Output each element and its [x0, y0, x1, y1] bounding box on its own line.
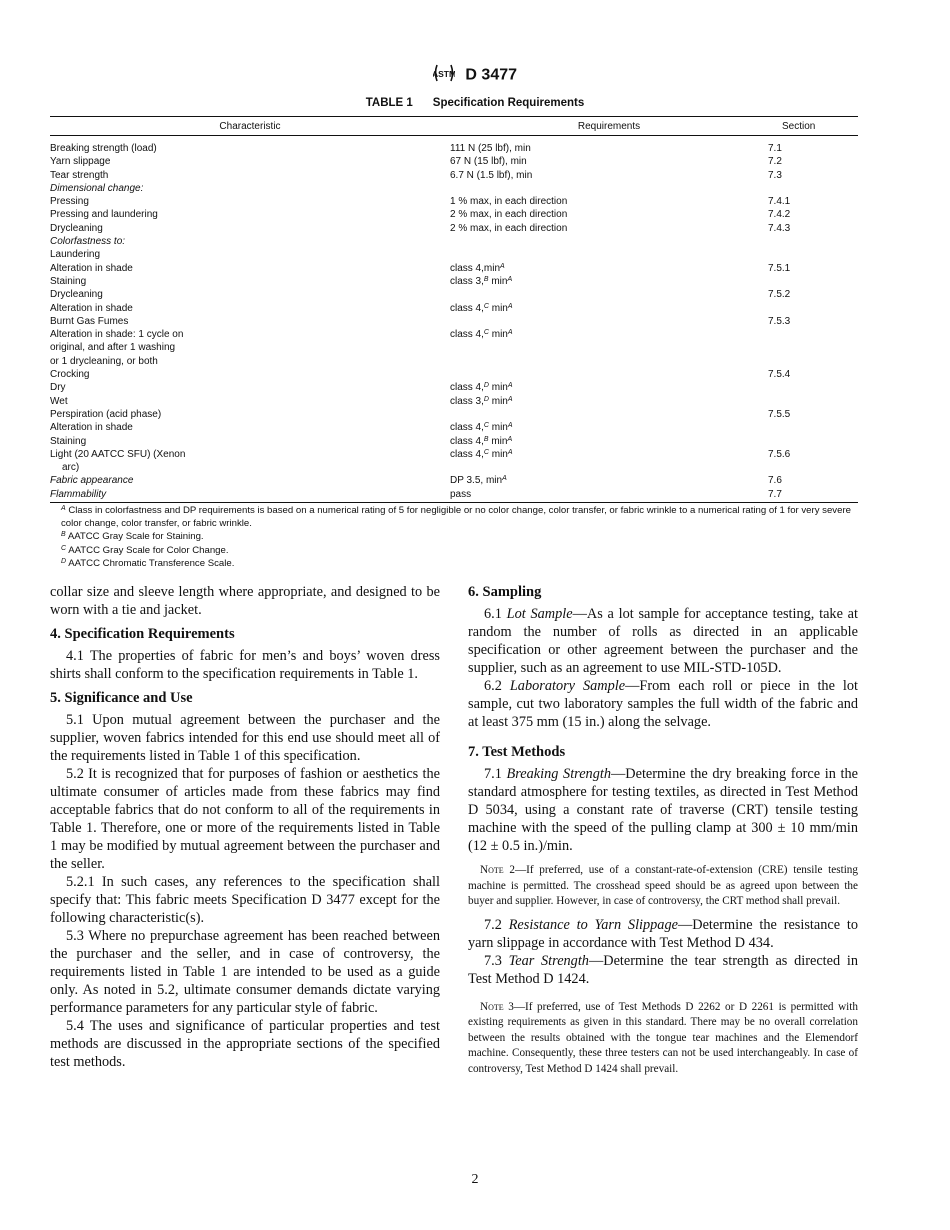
- paragraph-7-2: 7.2 Resistance to Yarn Slippage—Determine the resistance to yarn slippage in accordance with Test Method D 434.: [468, 916, 858, 951]
- table-row: Perspiration (acid phase) 7.5.5: [50, 408, 791, 420]
- note-3: Note 3—If preferred, use of Test Methods D 2262 or D 2261 is permitted with existing requirements as given in this standard. There may be no overall correlation between the results obtained with the tongue tear machines and the Elemendorf machine. Consequently, these three testers can not be used interchangeably. In case of controversy, Test Method D 1424 shall prevail.: [468, 1000, 858, 1075]
- section-7-heading: 7. Test Methods: [468, 744, 566, 760]
- paragraph-5-4: 5.4 The uses and significance of particular properties and test methods are discussed in the appropriate sections of the specified test methods.: [50, 1018, 440, 1070]
- header-requirements: Requirements: [450, 117, 768, 136]
- table-row: Flammability pass 7.7: [50, 488, 858, 503]
- specification-table: [50, 116, 858, 503]
- table-row: Dimensional change:: [50, 182, 144, 194]
- section-6-heading: 6. Sampling: [468, 584, 542, 600]
- table-row: Pressing and laundering 2 % max, in each direction 7.4.2: [50, 209, 791, 221]
- page-number: 2: [471, 1172, 479, 1187]
- table-row: Staining class 3,$^B$ $\min^A$: [50, 275, 513, 287]
- document-designation: D 3477: [465, 66, 518, 84]
- table-row: Staining class 4,$^B$ $\min^A$: [50, 435, 513, 447]
- table-row: Breaking strength (load) 111 N (25 lbf), min 7.1: [50, 143, 782, 154]
- paragraph-6-1: 6.1 Lot Sample—As a lot sample for acceptance testing, take at random the number of rolls as directed in an applicable specification or other agreement between the purchaser and the supplier, such as an agreement to use MIL-STD-105D.: [468, 606, 859, 676]
- table-row: Burnt Gas Fumes 7.5.3: [50, 315, 791, 327]
- table-row: Crocking 7.5.4: [50, 369, 791, 381]
- right-column: [468, 583, 858, 1083]
- document-header: [0, 62, 950, 89]
- table-row: Drycleaning 7.5.2: [50, 289, 791, 301]
- footnote-a: $^A$ Class in colorfastness and DP requirements is based on a numerical rating of 5 for negligible or no color change, color transfer, or fabric wrinkle to a numerical rating of 1 for very severe color change, color transfer, or fabric wrinkle.: [61, 505, 851, 530]
- table-row: Drycleaning 2 % max, in each direction 7.4.3: [50, 222, 791, 234]
- paragraph-5-2-1: 5.2.1 In such cases, any references to the specification shall specify that: This fabric meets Specification D 3477 except for the following characteristic(s).: [50, 874, 440, 926]
- table-footnotes: [50, 504, 858, 570]
- paragraph-6-2: 6.2 Laboratory Sample—From each roll or piece in the lot sample, cut two laboratory samples the full width of the fabric and at least 375 mm (15 in.) along the selvage.: [468, 678, 858, 730]
- table-row: Pressing 1 % max, in each direction 7.4.1: [50, 196, 791, 208]
- table-row: Alteration in shade class 4,$^C$ $\min^A$: [50, 422, 513, 434]
- table-row: Laundering: [50, 249, 101, 261]
- footnote-b: $^B$ AATCC Gray Scale for Staining.: [61, 531, 204, 543]
- section-5-heading: 5. Significance and Use: [50, 690, 193, 706]
- table-title: Specification Requirements: [432, 97, 585, 109]
- table-number: TABLE 1: [365, 97, 413, 109]
- table-row: Tear strength 6.7 N (1.5 lbf), min 7.3: [50, 169, 782, 181]
- paragraph-5-2: 5.2 It is recognized that for purposes of fashion or aesthetics the ultimate consumer of articles made from these fabrics may find acceptable fabrics that do not conform to all of the requirements in Table 1. Therefore, one or more of the requirements listed in Table 1 may be modified by mutual agreement between the purchaser and the seller.: [50, 766, 440, 872]
- table-row: Fabric appearance DP 3.5, $\min^A$ 7.6: [50, 475, 782, 487]
- intro-paragraph: collar size and sleeve length where appropriate, and designed to be worn with a tie and jacket.: [50, 584, 440, 618]
- svg-text:ASTM: ASTM: [432, 69, 455, 79]
- table-row: Alteration in shade: 1 cycle on original, and after 1 washing or 1 drycleaning, or both class 4,$^C$ $\min^A$: [50, 329, 513, 367]
- table-row: Light (20 AATCC SFU) (Xenon arc) class 4,$^C$ $\min^A$ 7.5.6: [50, 448, 791, 474]
- paragraph-5-1: 5.1 Upon mutual agreement between the purchaser and the supplier, woven fabrics intended for this end use should meet all of the requirements listed in Table 1 of this specification.: [50, 712, 440, 764]
- table-row: Wet class 3,$^D$ $\min^A$: [50, 395, 513, 407]
- paragraph-4-1: 4.1 The properties of fabric for men’s and boys’ woven dress shirts shall conform to the specification requirements in Table 1.: [50, 648, 440, 682]
- header-section: Section: [768, 117, 858, 136]
- table-row: Alteration in shade class 4,$^C$ $\min^A$: [50, 302, 513, 314]
- table-row: Yarn slippage 67 N (15 lbf), min 7.2: [50, 156, 782, 168]
- paragraph-7-1: 7.1 Breaking Strength—Determine the dry breaking force in the standard atmosphere for testing textiles, as directed in Test Method D 5034, using a constant rate of traverse (CRT) tensile testing machine with the speed of the pulling clamp at 300 ± 10 mm/min (12 ± 0.5 in.)/min.: [468, 766, 858, 854]
- astm-logo-icon: [433, 62, 455, 89]
- table-row: Colorfastness to:: [50, 236, 126, 248]
- table-header-row: [50, 117, 858, 136]
- footnote-d: $^D$ AATCC Chromatic Transference Scale.: [61, 557, 235, 569]
- paragraph-5-3: 5.3 Where no prepurchase agreement has been reached between the purchaser and the seller, and in case of controversy, the requirements listed in Table 1 are intended to be used as a guide only. As noted in 5.2, ultimate consumer demands dictate varying performance parameters for any particular style of fabric.: [50, 928, 440, 1016]
- left-column: [50, 583, 440, 1071]
- note-2: Note 2—If preferred, use of a constant-rate-of-extension (CRE) tensile testing machine is permitted. The crosshead speed should be as agreed upon between the buyer and supplier. However, in case of controversy, the CRT method shall prevail.: [468, 864, 858, 907]
- section-4-heading: 4. Specification Requirements: [50, 626, 235, 642]
- table-caption: [0, 97, 950, 109]
- table-row: Dry class 4,$^D$ $\min^A$: [50, 382, 513, 394]
- paragraph-7-3: 7.3 Tear Strength—Determine the tear strength as directed in Test Method D 1424.: [468, 952, 858, 987]
- footnote-c: $^C$ AATCC Gray Scale for Color Change.: [61, 544, 229, 556]
- table-row: Alteration in shade class $4,\min^A$ 7.5.1: [50, 262, 791, 274]
- header-characteristic: Characteristic: [50, 117, 450, 136]
